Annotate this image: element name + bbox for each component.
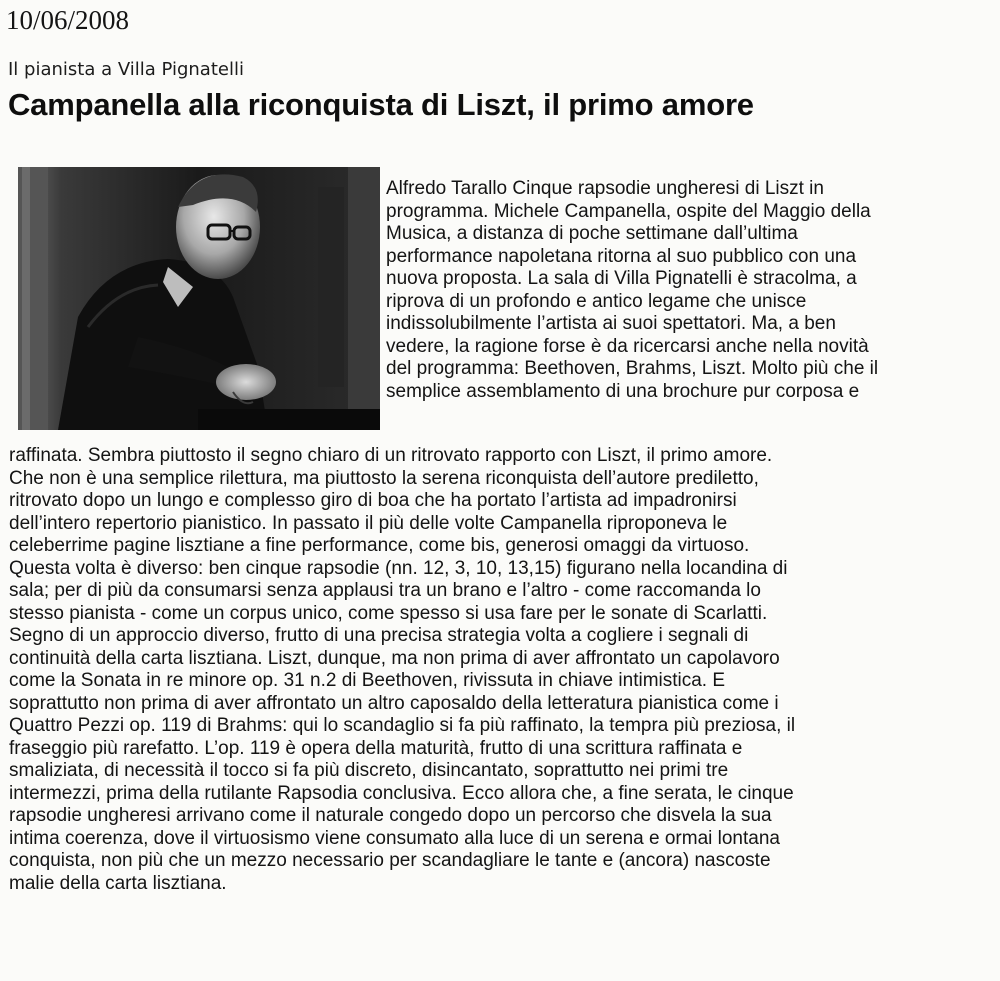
article-kicker: Il pianista a Villa Pignatelli [8,59,244,80]
text-line: conquista, non più che un mezzo necessario per scandagliare le tante e (ancora) nascoste [9,850,771,871]
text-line: riprova di un profondo e antico legame che unisce [386,290,807,312]
article-headline: Campanella alla riconquista di Liszt, il primo amore [8,87,754,122]
text-line: come la Sonata in re minore op. 31 n.2 di Beethoven, rivissuta in chiave intimistica. E [9,670,726,691]
text-line: celeberrime pagine lisztiane a fine performance, come bis, generosi omaggi da virtuoso. [9,535,750,556]
text-line: malie della carta lisztiana. [9,872,227,894]
pianist-photo [18,167,380,430]
text-line: intima coerenza, dove il virtuosismo viene consumato alla luce di un serena e ormai lontana [9,827,780,849]
text-line: semplice assemblamento di una brochure pur corposa e [386,380,860,402]
text-line: Quattro Pezzi op. 119 di Brahms: qui lo scandaglio si fa più raffinato, la tempra più preziosa, il [9,715,796,736]
text-line: Che non è una semplice rilettura, ma piuttosto la serena riconquista dell’autore prediletto, [9,467,759,489]
article-body-beside-photo [386,178,878,403]
text-line: stesso pianista - come un corpus unico, come spesso si usa fare per le sonate di Scarlatti. [9,602,768,624]
text-line: indissolubilmente l’artista ai suoi spettatori. Ma, a ben [386,313,836,334]
text-line: continuità della carta lisztiana. Liszt, dunque, ma non prima di aver affrontato un capolavoro [9,647,780,669]
pianist-photo-icon [18,167,380,430]
article-body-full-width [9,445,795,895]
text-line: dell’intero repertorio pianistico. In passato il più delle volte Campanella riproponeva le [9,512,728,534]
text-line: vedere, la ragione forse è da ricercarsi anche nella novità [386,335,869,357]
text-line: rapsodie ungheresi arrivano come il naturale congedo dopo un percorso che disvela la sua [9,805,772,826]
text-line: smaliziata, di necessità il tocco si fa più discreto, disincantato, soprattutto nei primi tre [9,760,729,781]
text-line: intermezzi, prima della rutilante Rapsodia conclusiva. Ecco allora che, a fine serata, le cinque [9,782,794,804]
text-line: del programma: Beethoven, Brahms, Liszt. Molto più che il [386,358,879,379]
text-line: soprattutto non prima di aver affrontato un altro caposaldo della letteratura pianistica come i [9,692,779,714]
text-line: Musica, a distanza di poche settimane dall’ultima [386,223,798,244]
text-line: sala; per di più da consumarsi senza applausi tra un brano e l’altro - come raccomanda lo [9,580,761,601]
text-line: ritrovato dopo un lungo e complesso giro di boa che ha portato l’artista ad impadronirsi [9,490,737,511]
text-line: Questa volta è diverso: ben cinque rapsodie (nn. 12, 3, 10, 13,15) figurano nella locandina di [9,557,788,579]
text-line: Segno di un approccio diverso, frutto di una precisa strategia volta a cogliere i segnali di [9,625,749,646]
text-line: Alfredo Tarallo Cinque rapsodie ungheresi di Liszt in [386,178,824,199]
text-line: programma. Michele Campanella, ospite del Maggio della [386,200,871,222]
text-line: nuova proposta. La sala di Villa Pignatelli è stracolma, a [386,268,857,289]
text-line: raffinata. Sembra piuttosto il segno chiaro di un ritrovato rapporto con Liszt, il primo amore. [9,445,773,466]
text-line: fraseggio più rarefatto. L’op. 119 è opera della maturità, frutto di una scrittura raffinata e [9,737,743,759]
publication-date: 10/06/2008 [6,5,130,35]
text-line: performance napoletana ritorna al suo pubblico con una [386,245,857,267]
